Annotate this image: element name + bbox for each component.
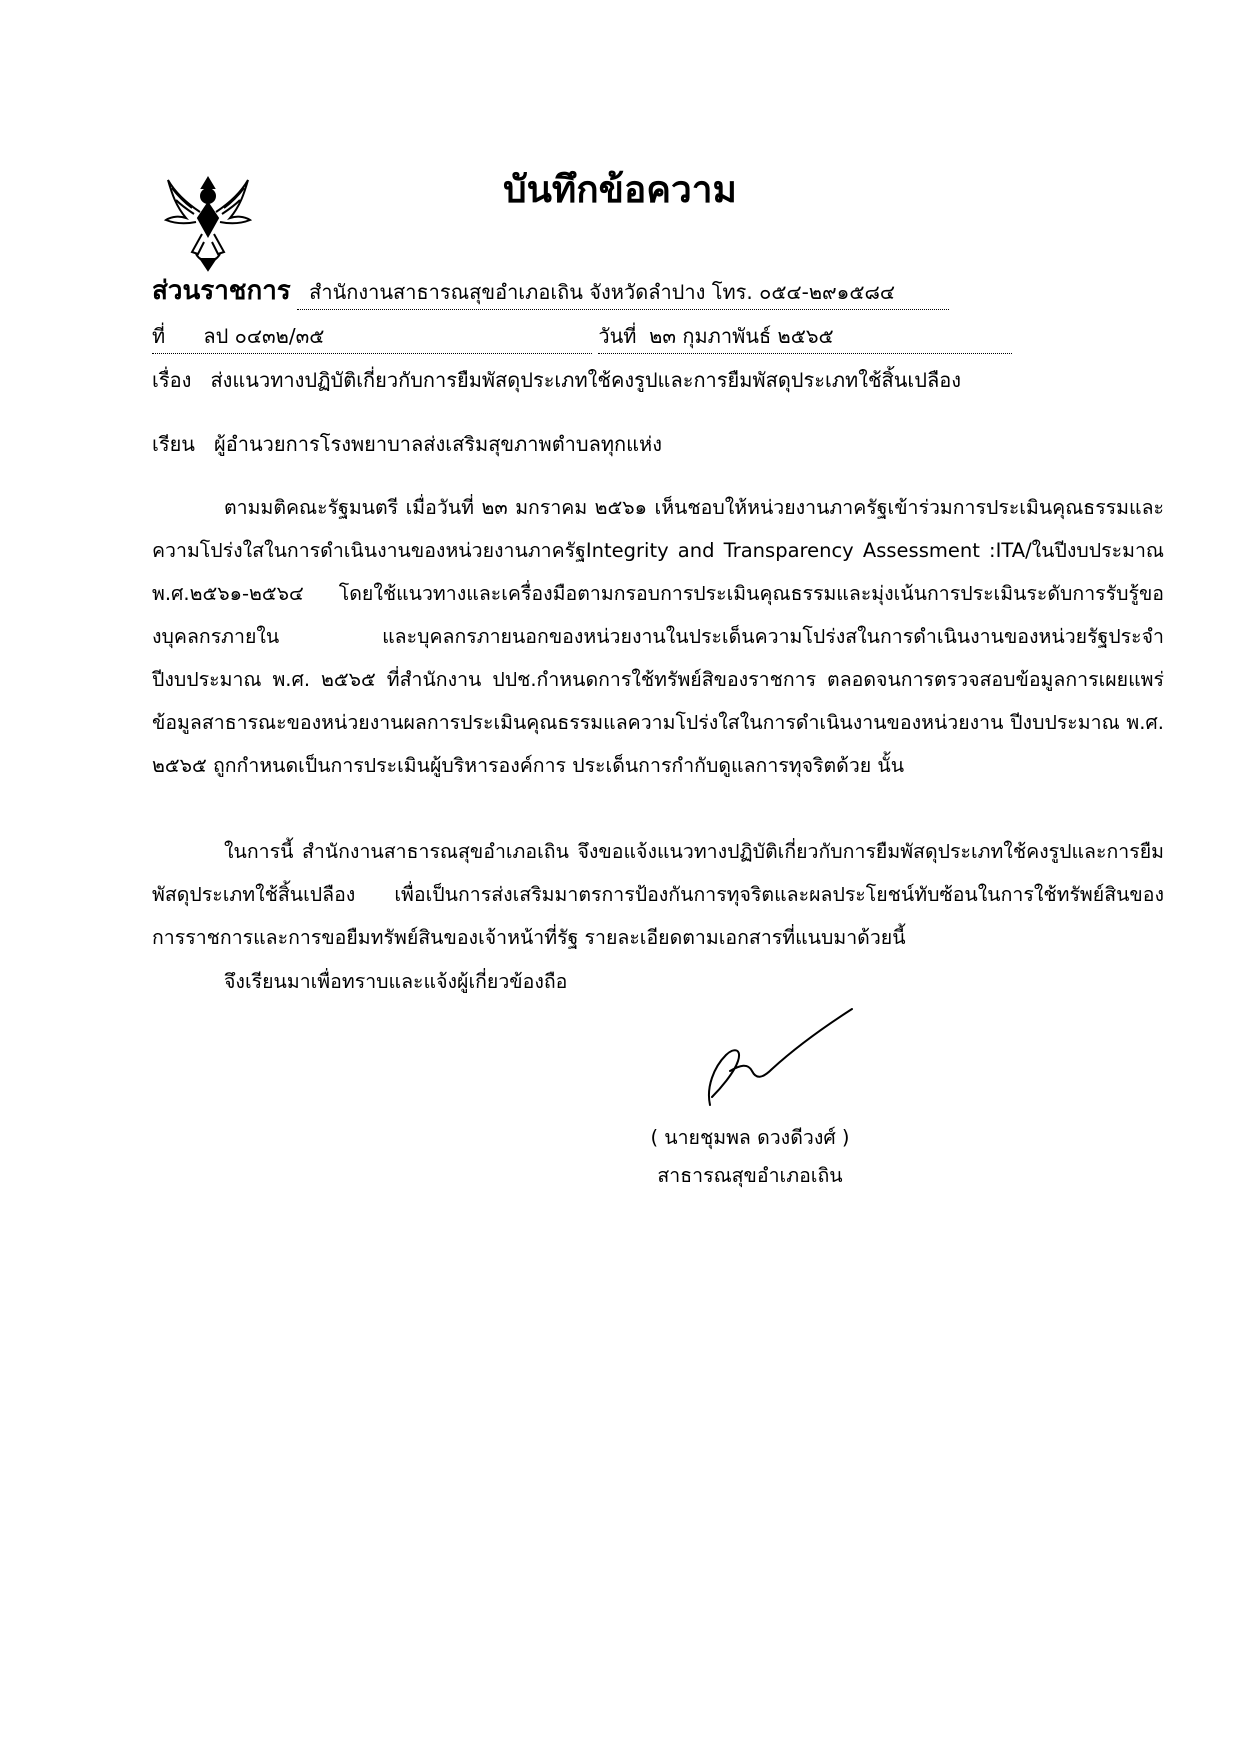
reference-number: ลป ๐๔๓๒/๓๕ — [203, 324, 325, 348]
date-value: ๒๓ กุมภาพันธ์ ๒๕๖๕ — [649, 324, 834, 348]
body-paragraph-2 — [152, 830, 1164, 959]
paragraph-2-text: ในการนี้ สำนักงานสาธารณสุขอำเภอเถิน จึงขอแจ้งแนวทางปฏิบัติเกี่ยวกับการยืมพัสดุประเภทใช้คงรูปและการยืมพัสดุประเภทใช้สิ้นเปลือง เพื่อเป็นการส่งเสริมมาตรการป้องกันการทุจริตและผลประโยชน์ทับซ้อนในการใช้ทรัพย์สินของการราชการและการขอยืมทรัพย์สินของเจ้าหน้าที่รัฐ รายละเอียดตามเอกสารที่แนบมาด้วยนี้ — [152, 840, 1164, 949]
body-paragraph-1 — [152, 486, 1164, 787]
signatory-name: ( นายชุมพล ดวงดีวงศ์ ) — [650, 1126, 850, 1149]
closing-text: จึงเรียนมาเพื่อทราบและแจ้งผู้เกี่ยวข้องถือ — [224, 970, 568, 993]
paragraph-1-text: ตามมติคณะรัฐมนตรี เมื่อวันที่ ๒๓ มกราคม ๒๕๖๑ เห็นชอบให้หน่วยงานภาครัฐเข้าร่วมการประเมินคุณธรรมและความโปร่งใสในการดำเนินงานของหน่วยงานภาครัฐIntegrity and Transparency Assessment :ITA/ในปีงบประมาณ พ.ศ.๒๕๖๑-๒๕๖๔ โดยใช้แนวทางและเครื่องมือตามกรอบการประเมินคุณธรรมและมุ่งเน้นการประเมินระดับการรับรู้ของบุคลกรภายใน และบุคลกรภายนอกของหน่วยงานในประเด็นความโปร่งสในการดำเนินงานของหน่วยรัฐประจำปีงบประมาณ พ.ศ. ๒๕๖๕ ที่สำนักงาน ปปช.กำหนดการใช้ทรัพย์สิของราชการ ตลอดจนการตรวจสอบข้อมูลการเผยแพร่ข้อมูลสาธารณะของหน่วยงานผลการประเมินคุณธรรมแลความโปร่งใสในการดำเนินงานของหน่วยงาน ปีงบประมาณ พ.ศ. ๒๕๖๕ ถูกกำหนดเป็นการประเมินผู้บริหารองค์การ ประเด็นการกำกับดูแลการทุจริตด้วย นั้น — [152, 496, 1164, 777]
date-label: วันที่ — [598, 324, 637, 348]
closing-paragraph — [152, 960, 1164, 1003]
handwritten-signature — [700, 1005, 860, 1115]
reference-label: ที่ — [152, 324, 166, 348]
salutation-label: เรียน — [152, 432, 195, 456]
recipient-text: ผู้อำนวยการโรงพยาบาลส่งเสริมสุขภาพตำบลทุกแห่ง — [214, 432, 662, 456]
agency-label: ส่วนราชการ — [152, 276, 291, 306]
signatory-position: สาธารณสุขอำเภอเถิน — [657, 1164, 843, 1187]
memo-title: บันทึกข้อความ — [503, 168, 737, 211]
subject-label: เรื่อง — [152, 368, 192, 392]
agency-value: สำนักงานสาธารณสุขอำเภอเถิน จังหวัดลำปาง โทร. ๐๕๔-๒๙๑๕๘๔ — [297, 276, 949, 310]
reference-field — [152, 320, 592, 354]
salutation-row — [152, 428, 662, 460]
subject-row — [152, 364, 961, 396]
reference-row — [152, 320, 1012, 354]
agency-row — [152, 270, 949, 311]
date-field — [598, 320, 1012, 354]
subject-text: ส่งแนวทางปฏิบัติเกี่ยวกับการยืมพัสดุประเภทใช้คงรูปและการยืมพัสดุประเภทใช้สิ้นเปลือง — [210, 368, 961, 392]
